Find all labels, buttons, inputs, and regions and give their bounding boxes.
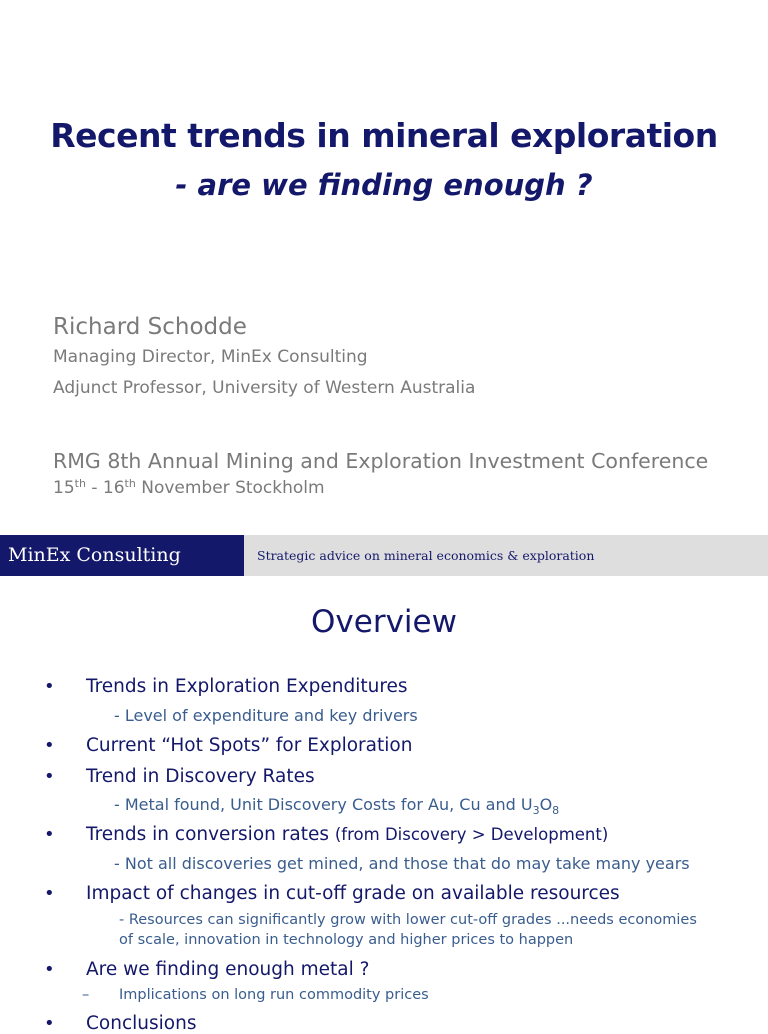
bullet-expenditures: Trends in Exploration Expenditures	[86, 676, 408, 697]
overview-title: Overview	[311, 604, 457, 640]
author-affiliation-2: Adjunct Professor, University of Western Australia	[53, 378, 476, 398]
date-suffix-2: th	[124, 477, 136, 490]
subscript-8: 8	[552, 804, 560, 817]
conference-name: RMG 8th Annual Mining and Exploration Investment Conference	[53, 449, 709, 473]
subscript-3: 3	[532, 804, 540, 817]
conference-date	[53, 478, 325, 498]
oxygen-symbol: O	[539, 795, 553, 814]
date-day-1: 15	[53, 478, 75, 498]
dash-marker: –	[82, 987, 90, 1003]
bullet-cut-off-grade: Impact of changes in cut-off grade on available resources	[86, 883, 620, 904]
sub-bullet-implications: Implications on long run commodity prices	[119, 987, 429, 1003]
conversion-rates-text: Trends in conversion rates	[86, 824, 335, 845]
author-affiliation-1: Managing Director, MinEx Consulting	[53, 347, 368, 367]
bullet-marker: •	[44, 959, 55, 980]
sub-bullet-conversion: - Not all discoveries get mined, and those that do may take many years	[114, 854, 690, 873]
bullet-finding-enough: Are we finding enough metal ?	[86, 959, 370, 980]
footer-brand: MinEx Consulting	[0, 535, 244, 576]
sub-bullet-expenditures: - Level of expenditure and key drivers	[114, 706, 418, 725]
bullet-discovery-rates: Trend in Discovery Rates	[86, 766, 315, 787]
date-separator: -	[85, 478, 103, 498]
sub-bullet-cut-off-line-1: - Resources can significantly grow with lower cut-off grades ...needs economies	[119, 912, 697, 928]
sub-bullet-discovery-rates	[114, 795, 560, 817]
bullet-conclusions: Conclusions	[86, 1013, 197, 1034]
date-suffix-1: th	[74, 477, 86, 490]
bullet-marker: •	[44, 676, 55, 697]
sub-bullet-discovery-text: - Metal found, Unit Discovery Costs for Au, Cu and U	[114, 795, 533, 814]
bullet-marker: •	[44, 735, 55, 756]
bullet-marker: •	[44, 1013, 55, 1034]
bullet-hot-spots: Current “Hot Spots” for Exploration	[86, 735, 413, 756]
bullet-marker: •	[44, 824, 55, 845]
slide-title: Recent trends in mineral exploration	[50, 116, 718, 155]
date-month-location: November Stockholm	[135, 478, 325, 498]
bullet-marker: •	[44, 883, 55, 904]
date-day-2: 16	[102, 478, 125, 498]
conversion-rates-paren: (from Discovery > Development)	[334, 825, 609, 844]
slide-subtitle: - are we finding enough ?	[175, 168, 593, 202]
footer-tagline: Strategic advice on mineral economics & exploration	[257, 548, 595, 563]
author-name: Richard Schodde	[53, 314, 247, 340]
bullet-conversion-rates	[86, 824, 608, 845]
bullet-marker: •	[44, 766, 55, 787]
sub-bullet-cut-off-line-2: of scale, innovation in technology and higher prices to happen	[119, 932, 574, 948]
